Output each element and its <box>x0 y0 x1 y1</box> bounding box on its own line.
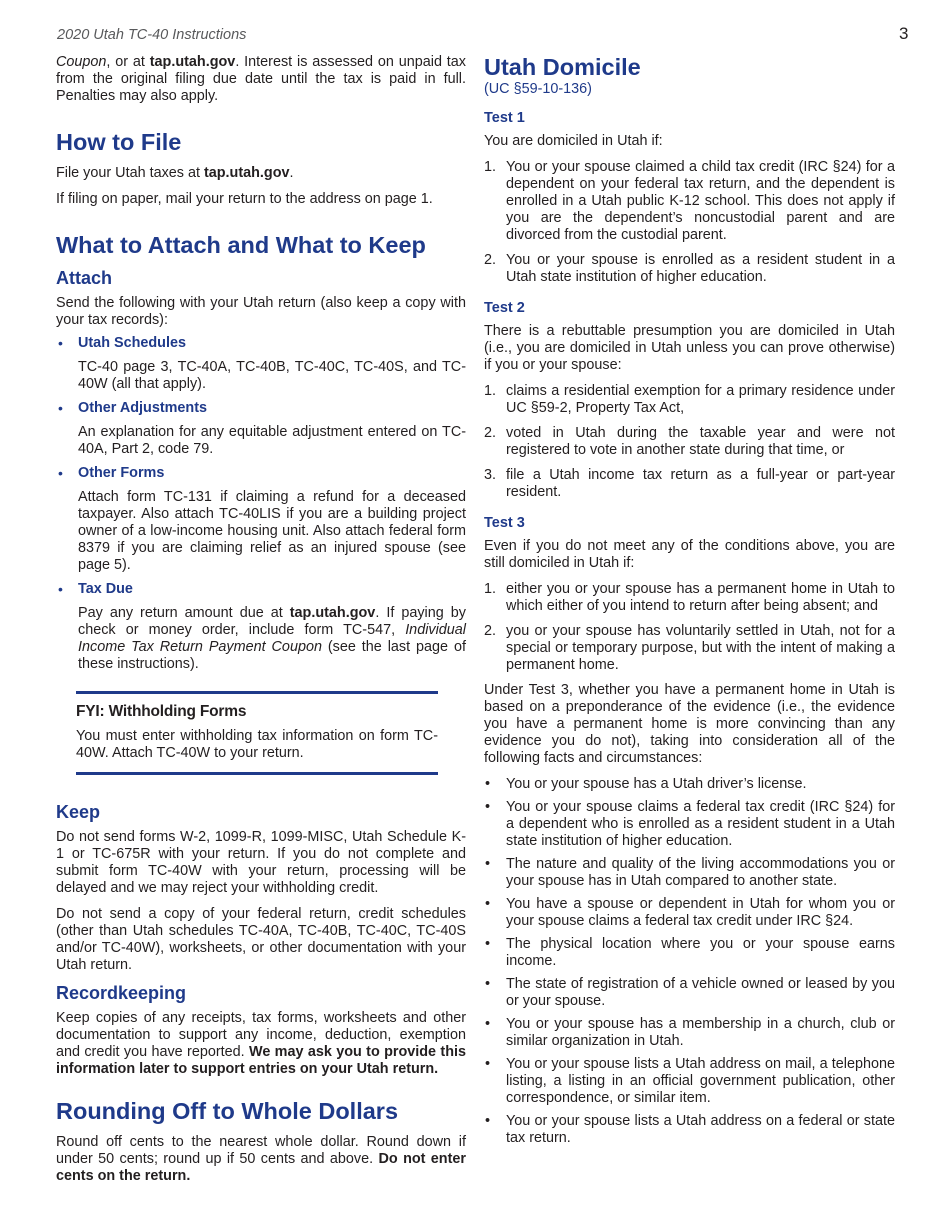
keep-p2: Do not send a copy of your federal return, credit schedules (other than Utah schedules TC-40A, TC-40B, TC-40C, TC-40S and/or TC-40W), worksheets, or other documentation with your Utah return. <box>56 906 466 973</box>
attach-intro: Send the following with your Utah return (also keep a copy with your tax records): <box>56 295 466 328</box>
left-column <box>56 54 466 1194</box>
list-item: • You or your spouse has a Utah driver’s license. <box>484 776 895 793</box>
coupon-text: Coupon <box>56 54 107 70</box>
list-item: • You or your spouse lists a Utah address on mail, a telephone listing, a listing in an official government publication, other correspondence, or similar item. <box>484 1056 895 1107</box>
test2-heading: Test 2 <box>484 300 525 316</box>
list-item: 2. voted in Utah during the taxable year and were not registered to vote in another state during that time, or <box>484 425 895 458</box>
list-item: 3. file a Utah income tax return as a full-year or part-year resident. <box>484 467 895 500</box>
list-item: • The state of registration of a vehicle owned or leased by you or your spouse. <box>484 976 895 1010</box>
bullet-icon: • <box>58 400 63 416</box>
test3-list <box>484 581 895 674</box>
bullet-icon: • <box>58 335 63 351</box>
list-item: 1. claims a residential exemption for a primary residence under UC §59-2, Property Tax Act, <box>484 383 895 416</box>
test3-intro: Even if you do not meet any of the conditions above, you are still domiciled in Utah if: <box>484 538 895 571</box>
page-number: 3 <box>899 24 909 43</box>
how-to-file-heading: How to File <box>56 129 182 155</box>
test3-after: Under Test 3, whether you have a permanent home in Utah is based on a preponderance of the evidence (i.e., the evidence you have a permanent home is more convincing than any evidence you do not), taking into consideration all of the following facts and circumstances: <box>484 682 895 766</box>
running-title: 2020 Utah TC-40 Instructions <box>57 27 247 43</box>
bullet-icon: • <box>58 465 63 481</box>
circumstances-list <box>484 776 895 1147</box>
intro-paragraph: Coupon, or at tap.utah.gov. Interest is assessed on unpaid tax from the original filing due date until the tax is paid in full. Penalties may also apply. <box>56 54 466 104</box>
attach-item: • Other Adjustments An explanation for any equitable adjustment entered on TC-40A, Part 2, code 79. <box>58 400 466 457</box>
domicile-citation: (UC §59-10-136) <box>484 81 592 97</box>
list-item: • The physical location where you or your spouse earns income. <box>484 936 895 970</box>
list-item: 2. you or your spouse has voluntarily settled in Utah, not for a special or temporary purpose, but with the intent of making a permanent home. <box>484 623 895 673</box>
recordkeeping-heading: Recordkeeping <box>56 983 187 1003</box>
right-column <box>484 54 895 1153</box>
list-item: • You have a spouse or dependent in Utah for whom you or your spouse claims a federal tax credit under IRC §24. <box>484 896 895 930</box>
fyi-box <box>76 691 438 775</box>
how-to-file-p2: If filing on paper, mail your return to the address on page 1. <box>56 191 433 207</box>
list-item: • You or your spouse claims a federal tax credit (IRC §24) for a dependent who is enrolled as a resident student in a Utah state institution of higher education. <box>484 799 895 850</box>
keep-heading: Keep <box>56 802 101 822</box>
tap-link[interactable]: tap.utah.gov <box>289 605 376 621</box>
tap-link[interactable]: tap.utah.gov <box>203 165 290 181</box>
attach-item: • Other Forms Attach form TC-131 if claiming a refund for a deceased taxpayer. Also attach TC-40LIS if you are a building project owner of a low-income housing unit. Also attach federal form 8379 if you are claiming relief as an injured spouse (see page 5). <box>58 465 466 573</box>
rounding-heading: Rounding Off to Whole Dollars <box>56 1098 399 1124</box>
list-item: 1. You or your spouse claimed a child tax credit (IRC §24) for a dependent on your federal tax return, and the dependent is enrolled in a Utah public K-12 school. This does not apply if you are the dependent’s noncustodial parent and are divorced from the custodial parent. <box>484 159 895 243</box>
attach-heading: Attach <box>56 268 113 288</box>
attach-item-tax-due: • Tax Due Pay any return amount due at tap.utah.gov. If paying by check or money order, include form TC-547, Individual Income Tax Return Payment Coupon (see the last page of these instructions). <box>58 581 466 672</box>
how-to-file-p1: File your Utah taxes at tap.utah.gov. <box>56 165 294 181</box>
test2-list <box>484 383 895 501</box>
list-item: • The nature and quality of the living accommodations you or your spouse has in Utah compared to another state. <box>484 856 895 890</box>
attach-item: • Utah Schedules TC-40 page 3, TC-40A, TC-40B, TC-40C, TC-40S, and TC-40W (all that apply). <box>58 335 466 392</box>
recordkeeping-text: Keep copies of any receipts, tax forms, worksheets and other documentation to support any income, deduction, exemption and credit you have reported. We may ask you to provide this information later to support entries on your Utah return. <box>56 1010 467 1077</box>
fyi-body: You must enter withholding tax information on form TC-40W. Attach TC-40W to your return. <box>76 728 438 761</box>
bullet-icon: • <box>58 581 63 597</box>
tap-link[interactable]: tap.utah.gov <box>149 54 236 70</box>
list-item: 1. either you or your spouse has a permanent home in Utah to which either of you intend to return after being absent; and <box>484 581 895 614</box>
utah-domicile-heading: Utah Domicile <box>484 54 641 80</box>
attach-keep-heading: What to Attach and What to Keep <box>56 232 426 258</box>
list-item: 2. You or your spouse is enrolled as a resident student in a Utah state institution of higher education. <box>484 252 895 285</box>
test2-intro: There is a rebuttable presumption you are domiciled in Utah (i.e., you are domiciled in Utah unless you can prove otherwise) if you or your spouse: <box>484 323 895 373</box>
list-item: • You or your spouse lists a Utah address on a federal or state tax return. <box>484 1113 895 1147</box>
rounding-text: Round off cents to the nearest whole dollar. Round down if under 50 cents; round up if 50 cents and above. Do not enter cents on the return. <box>56 1134 466 1184</box>
test1-intro: You are domiciled in Utah if: <box>484 133 663 149</box>
test1-list <box>484 159 895 286</box>
list-item: • You or your spouse has a membership in a church, club or similar organization in Utah. <box>484 1016 895 1050</box>
test3-heading: Test 3 <box>484 515 525 531</box>
test1-heading: Test 1 <box>484 110 525 126</box>
keep-p1: Do not send forms W-2, 1099-R, 1099-MISC, Utah Schedule K-1 or TC-675R with your return. If you do not complete and submit form TC-40W with your return, processing will be delayed and we may reject your withholding credit. <box>56 829 466 896</box>
fyi-title: FYI: Withholding Forms <box>76 703 247 720</box>
